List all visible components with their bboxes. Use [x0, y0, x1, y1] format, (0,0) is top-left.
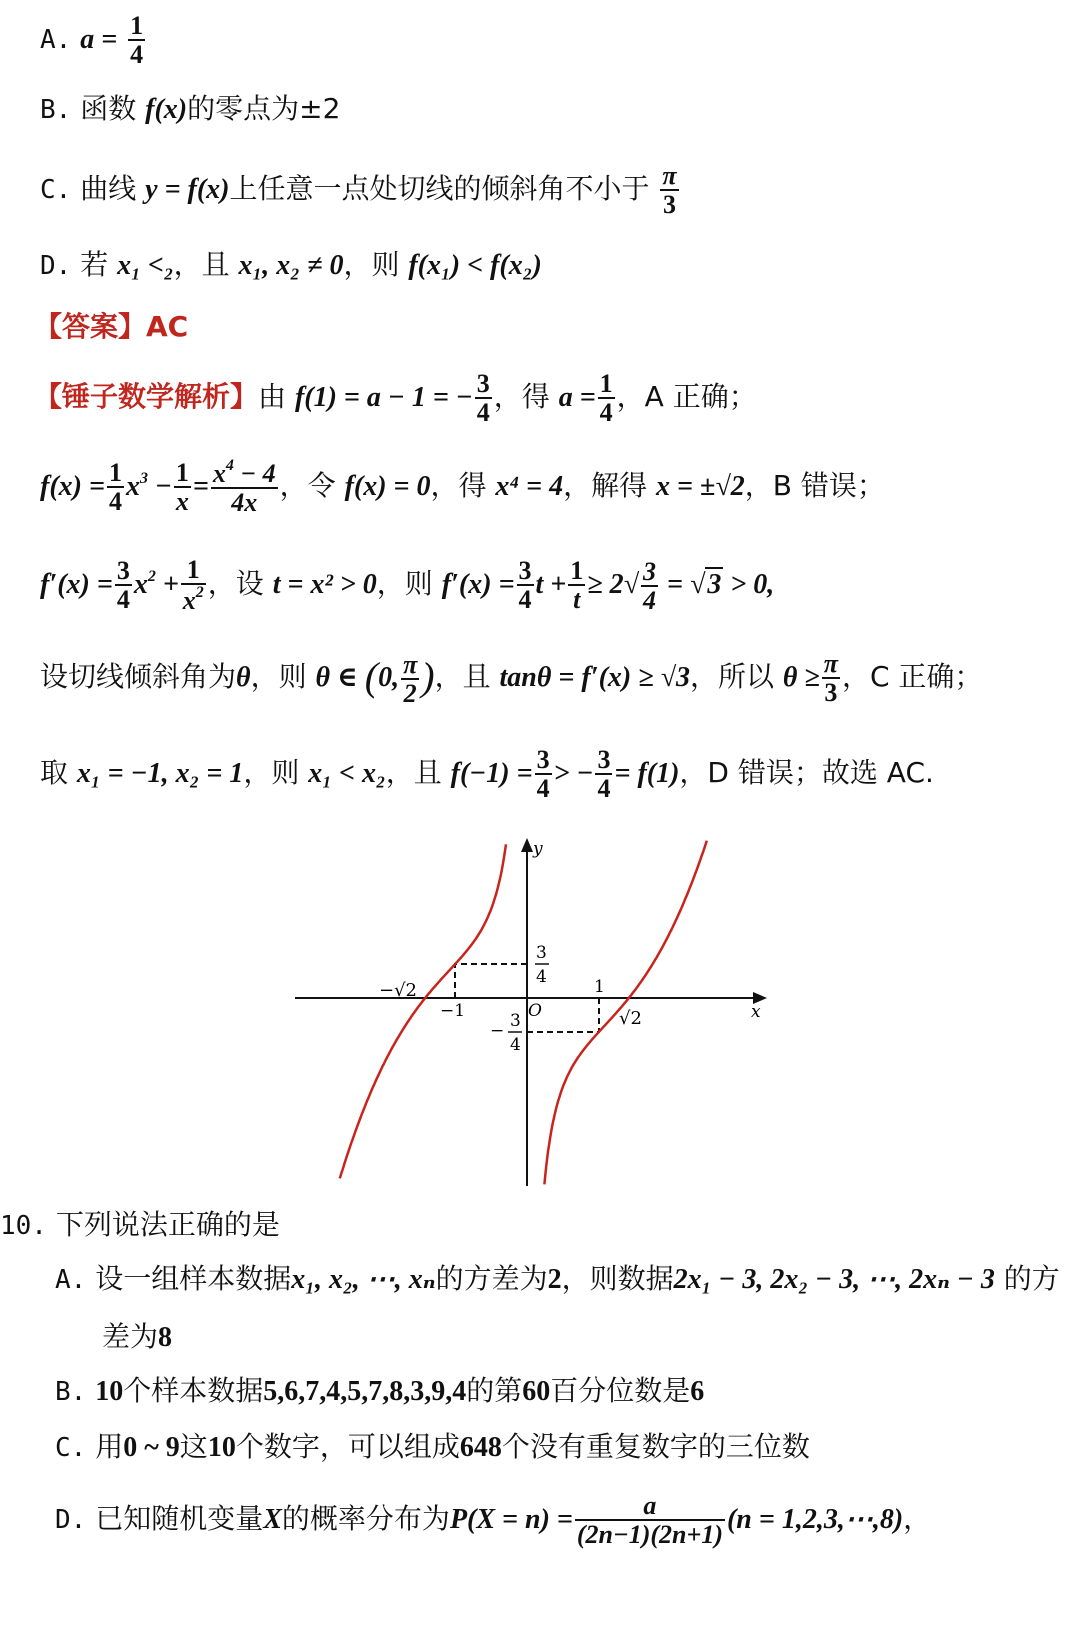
expr-root: x = ±√2: [656, 470, 745, 502]
expr-fx: f(x) =: [40, 470, 105, 502]
frac-1-x: $\frac{1}{x}$: [175, 458, 189, 517]
analysis-line-4: [40, 650, 982, 708]
option-c-label: C.: [40, 174, 72, 205]
option-d-concl: f(x₁) < f(x₂): [408, 250, 542, 281]
expr-f1: = f(1): [614, 757, 680, 789]
q10-b-text3: 百分位数是: [550, 1374, 691, 1407]
expr-x3: $x^3$ −: [125, 469, 172, 502]
q10-a-text4: 的方: [1003, 1262, 1060, 1295]
label-neg34-top: 3: [510, 1011, 521, 1031]
q10-option-a: [55, 1262, 1060, 1297]
text-b-wrong: ，B 错误；: [744, 468, 885, 502]
frac-1-x2: $\frac{1}{x^2}$: [182, 555, 204, 616]
q10-d-expr2: P(X = n) =: [449, 1503, 573, 1535]
q10-c-text4: 个没有重复数字的三位数: [501, 1430, 810, 1463]
q10-d-text2: 的概率分布为: [281, 1501, 450, 1535]
label-34-top: 3: [536, 943, 547, 963]
option-a-expr: a =: [80, 23, 118, 55]
option-d-mid: ，且: [173, 248, 230, 281]
label-one: 1: [594, 977, 605, 997]
q10-c-text1: 用: [95, 1430, 124, 1463]
q10-stem-text: 下列说法正确的是: [55, 1208, 280, 1241]
option-c-text-post: 上任意一点处切线的倾斜角不小于: [229, 171, 650, 205]
frac-1-4: $\frac{1}{4}$: [599, 369, 613, 428]
text-so: ，所以: [689, 659, 774, 693]
expr-ineq: ≥ 2√ $\frac{3}{4}$ = √3 > 0,: [587, 557, 775, 616]
expr-theta-ge: θ ≥: [782, 661, 820, 693]
frac-1-t: $\frac{1}{t}$: [570, 556, 584, 615]
analysis-line-3: [40, 556, 774, 615]
option-b-text: 函数: [80, 92, 137, 125]
expr-f-values: f(−1) =: [450, 757, 533, 789]
q10-b-expr1: 10: [95, 1376, 124, 1407]
q10-a-expr4: 8: [158, 1322, 173, 1353]
option-c-frac: $\frac{\pi}{3}$: [662, 161, 677, 220]
q10-a-expr3: 2x₁ − 3, 2x₂ − 3, ⋯, 2xₙ − 3: [673, 1264, 995, 1295]
label-sqrt2: √2: [619, 1008, 642, 1029]
q10-c-expr2: 10: [207, 1432, 236, 1463]
option-a: [40, 12, 147, 69]
option-d-text: 若: [80, 248, 109, 281]
expr-eq: =: [192, 470, 209, 502]
frac-pi-3: $\frac{\pi}{3}$: [823, 649, 838, 708]
option-d-cond2: x₁, x₂ ≠ 0: [238, 250, 344, 281]
text-then: ，则: [376, 566, 433, 600]
label-34-bot: 4: [536, 967, 547, 987]
q10-c-expr3: 648: [459, 1432, 502, 1463]
q10-stem: [0, 1208, 280, 1242]
text-set: ，设: [207, 566, 264, 600]
option-b-text-post: 的零点为±2: [187, 92, 341, 125]
label-neg-sqrt2: −√2: [379, 980, 418, 1001]
frac-3-4: $\frac{3}{4}$: [536, 745, 550, 804]
q10-b-text1: 个样本数据: [123, 1374, 264, 1407]
text-get: ，得: [430, 468, 487, 502]
frac-3-4: $\frac{3}{4}$: [116, 556, 130, 615]
q10-number: 10.: [0, 1211, 47, 1241]
text-c-right: ，C 正确；: [841, 659, 983, 693]
option-d-cond: x₁ <₂: [117, 250, 174, 281]
label-neg1: −1: [440, 1001, 466, 1021]
origin-label: O: [528, 1001, 542, 1021]
q10-a-text1: 设一组样本数据: [95, 1262, 292, 1295]
q10-d-expr1: X: [263, 1503, 282, 1535]
analysis-text-mid: ，得: [493, 379, 550, 413]
frac-3-4: $\frac{3}{4}$: [476, 369, 490, 428]
analysis-line-1: [34, 370, 757, 427]
text-take: 取: [40, 755, 69, 789]
expr-fprime: f′(x) =: [40, 568, 113, 600]
q10-c-label: C.: [55, 1433, 87, 1463]
q10-a-text2: 的方差为: [435, 1262, 548, 1295]
guide-left: [455, 964, 527, 998]
text-angle: 设切线倾斜角为: [40, 659, 237, 693]
q10-a-text3: ，则数据: [561, 1262, 674, 1295]
analysis-line-2: [40, 458, 885, 517]
expr-gt: > −: [553, 757, 594, 789]
q10-b-expr2: 5,6,7,4,5,7,8,3,9,4: [263, 1376, 467, 1407]
y-axis-arrow: [521, 838, 533, 852]
analysis-text: 由: [258, 379, 287, 413]
q10-option-c: [55, 1430, 810, 1465]
option-c-text: 曲线: [80, 171, 137, 205]
expr-fx0: f(x) = 0: [344, 470, 431, 502]
option-d-label: D.: [40, 251, 72, 281]
expr-theta-range: θ ∈ (0, $\frac{\pi}{2}$ ): [315, 650, 435, 709]
option-b-label: B.: [40, 95, 72, 125]
expr-x4: x⁴ = 4: [495, 470, 564, 502]
frac-1-4: $\frac{1}{4}$: [108, 458, 122, 517]
q10-a-expr1: x₁, x₂, ⋯, xₙ: [291, 1264, 436, 1295]
frac-x4-4: $\frac{x^4 - 4}{4x}$: [212, 457, 276, 518]
function-graph: [295, 830, 775, 1190]
expr-tan: tanθ = f′(x) ≥ √3: [499, 661, 690, 693]
q10-c-text3: 个数字，可以组成: [235, 1430, 460, 1463]
text-let: ，令: [279, 468, 336, 502]
expr-x-lt: x₁ < x₂: [308, 757, 386, 789]
expr-x-values: x₁ = −1, x₂ = 1: [76, 757, 244, 789]
q10-d-frac: $\frac{a}{(2n-1)(2n+1)}$: [576, 1491, 723, 1550]
expr-fprime-t: f′(x) =: [441, 568, 515, 600]
q10-a-label: A.: [55, 1265, 87, 1295]
option-b-expr: f(x): [145, 94, 188, 125]
expr-theta: θ: [236, 661, 251, 693]
text-and: ，且: [385, 755, 442, 789]
q10-b-expr4: 6: [690, 1376, 705, 1407]
option-c-expr: y = f(x): [145, 173, 230, 205]
expr-t-plus: t +: [535, 568, 567, 600]
answer: [34, 310, 188, 344]
q10-b-text2: 的第: [466, 1374, 523, 1407]
analysis-text-post: ，A 正确；: [616, 379, 757, 413]
analysis-line-5: [40, 746, 934, 803]
q10-d-text3: ，: [903, 1501, 932, 1535]
option-b: [40, 92, 340, 127]
q10-a-cont: 差为: [102, 1320, 159, 1353]
analysis-expr-2: a =: [558, 381, 596, 413]
text-then: ，则: [243, 755, 300, 789]
y-axis-label: y: [533, 839, 543, 859]
q10-option-a-cont: [102, 1320, 172, 1355]
text-solve: ，解得: [563, 468, 648, 502]
option-a-label: A.: [40, 24, 72, 55]
text-then: ，则: [250, 659, 307, 693]
text-d-wrong: ，D 错误；故选 AC.: [679, 755, 934, 789]
expr-t: t = x² > 0: [272, 568, 377, 600]
option-d: [40, 248, 542, 283]
curve-left-branch: [340, 844, 506, 1178]
option-c: [40, 162, 681, 219]
analysis-tag: 【锤子数学解析】: [34, 379, 259, 413]
answer-value: AC: [146, 310, 189, 343]
q10-d-text1: 已知随机变量: [95, 1501, 264, 1535]
frac-3-4: $\frac{3}{4}$: [597, 745, 611, 804]
q10-option-b: [55, 1374, 704, 1409]
x-axis-label: x: [751, 1002, 761, 1022]
option-a-frac: $\frac{1}{4}$: [130, 11, 144, 70]
label-neg-sign: −: [490, 1021, 505, 1041]
q10-option-d: [55, 1492, 931, 1549]
label-neg34-bot: 4: [510, 1035, 521, 1055]
q10-c-text2: 这: [179, 1430, 208, 1463]
q10-a-expr2: 2: [547, 1264, 562, 1295]
frac-3-4: $\frac{3}{4}$: [518, 556, 532, 615]
answer-tag: 【答案】: [34, 310, 147, 343]
q10-d-label: D.: [55, 1504, 87, 1535]
expr-x2: $x^2$ +: [133, 567, 179, 600]
option-d-mid2: ，则: [343, 248, 400, 281]
q10-b-expr3: 60: [522, 1376, 551, 1407]
q10-d-expr3: (n = 1,2,3,⋯,8): [726, 1503, 904, 1535]
q10-c-expr1: 0 ~ 9: [123, 1432, 180, 1463]
text-and: ，且: [434, 659, 491, 693]
analysis-expr-1: f(1) = a − 1 = −: [294, 381, 473, 413]
q10-b-label: B.: [55, 1377, 87, 1407]
